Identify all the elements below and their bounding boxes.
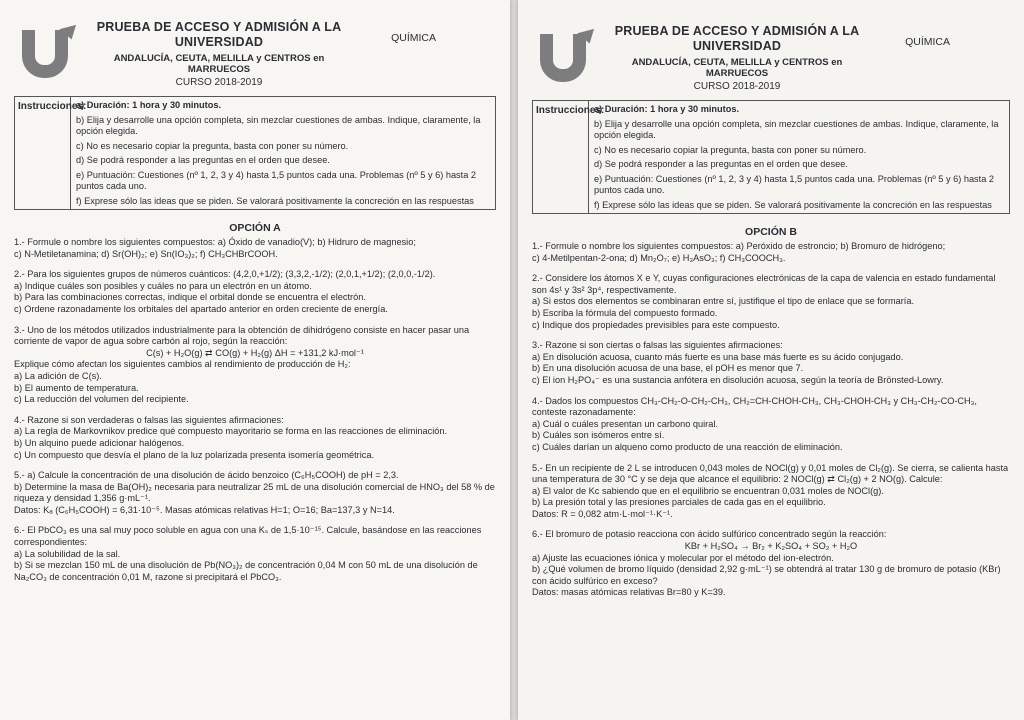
question-a4: 4.- Razone si son verdaderas o falsas las siguientes afirmaciones: a) La regla de Markovnikov predice qué compuesto mayoritario se forma en las reacciones de eliminación. b) Un alquino puede adicionar halógenos. c) Un compuesto que desvía el plano de la luz polarizada presenta isomería geométrica.	[14, 414, 448, 460]
question-a3: 3.- Uno de los métodos utilizados industrialmente para la obtención de dihidrógeno consiste en hacer pasar una corriente de vapor de agua sobre carbón al rojo, según la reacción: C(s) + H₂O(g) ⇄ CO(g) + H₂(g) ΔH = +131,2 kJ·mol⁻¹ Explique cómo afectan los siguientes cambios al rendimiento de producción de H₂: a) La adición de C(s). b) El aumento de temperatura. c) La reducción del volumen del recipiente.	[14, 324, 470, 405]
course: CURSO 2018-2019	[175, 77, 263, 88]
instructions-label: Instrucciones:	[533, 101, 589, 213]
title-line-2: UNIVERSIDAD	[692, 39, 782, 53]
instruction-b: b) Elija y desarrolle una opción completa, sin mezclar cuestiones de ambas. Indique, claramente, la opción elegida.	[594, 118, 999, 140]
question-b3: 3.- Razone si son ciertas o falsas las siguientes afirmaciones: a) En disolución acuosa, cuanto más fuerte es una base más fuerte es su ácido conjugado. b) En una disolución acuosa de una base, el pOH es menor que 7. c) El ion H₂PO₄⁻ es una sustancia anfótera en disolución acuosa, según la teoría de Brönsted-Lowry.	[532, 340, 944, 385]
exam-title	[89, 20, 349, 88]
instructions-label: Instrucciones:	[15, 97, 71, 209]
instruction-a: a) Duración: 1 hora y 30 minutos.	[76, 100, 221, 110]
instructions-box	[14, 96, 496, 210]
region: ANDALUCÍA, CEUTA, MELILLA y CENTROS en MARRUECOS	[113, 53, 325, 75]
instruction-d: d) Se podrá responder a las preguntas en el orden que desee.	[594, 159, 848, 169]
question-b2: 2.- Considere los átomos X e Y, cuyas configuraciones electrónicas de la capa de valencia en estado fundamental son 4s¹ y 3s² 3p⁴, respectivamente. a) Si estos dos elementos se combinaran entre sí, justifique el tipo de enlace que se formaría. b) Escriba la fórmula del compuesto formado. c) Indique dos propiedades previsibles para este compuesto.	[532, 273, 996, 330]
university-logo-icon	[540, 26, 598, 82]
instruction-d: d) Se podrá responder a las preguntas en el orden que desee.	[76, 155, 330, 165]
question-b5: 5.- En un recipiente de 2 L se introducen 0,043 moles de NOCl(g) y 0,01 moles de Cl₂(g). Se cierra, se calienta hasta una temperatura de 30 °C y se deja que alcance el equilibrio: 2 NOCl(g) ⇄ Cl₂(g) + 2 NO(g). Calcule: a) El valor de Kc sabiendo que en el equilibrio se encuentran 0,031 moles de NOCl(g). b) La presión total y las presiones parciales de cada gas en el equilibrio. Datos: R = 0,082 atm·L·mol⁻¹·K⁻¹.	[532, 462, 1009, 519]
option-a-title: OPCIÓN A	[229, 222, 281, 234]
question-a2: 2.- Para los siguientes grupos de números cuánticos: (4,2,0,+1/2); (3,3,2,-1/2); (2,0,1,+1/2); (2,0,0,-1/2). a) Indique cuáles son posibles y cuáles no para un electrón en un átomo. b) Para las combinaciones correctas, indique el orbital donde se encuentra el electrón. c) Ordene razonadamente los orbitales del apartado anterior en orden creciente de energía.	[14, 269, 436, 314]
question-b1: 1.- Formule o nombre los siguientes compuestos: a) Peróxido de estroncio; b) Bromuro de hidrógeno; c) 4-Metilpentan-2-ona; d) Mn₂O₇; e) H₃AsO₃; f) CH₃COOCH₃.	[532, 241, 946, 263]
course: CURSO 2018-2019	[693, 81, 781, 92]
question-a1: 1.- Formule o nombre los siguientes compuestos: a) Óxido de vanadio(V); b) Hidruro de magnesio; c) N-Metiletanamina; d) Sr(OH)₂; e) Sn(IO₃)₂; f) CH₃CHBrCOOH.	[14, 237, 416, 259]
question-b4: 4.- Dados los compuestos CH₃-CH₂-O-CH₂-CH₃, CH₂=CH-CHOH-CH₃, CH₃-CHOH-CH₃ y CH₃-CH₂-CO-CH₃, conteste razonadamente: a) Cuál o cuáles presentan un carbono quiral. b) Cuáles son isómeros entre sí. c) Cuáles darían un alqueno como producto de una reacción de eliminación.	[532, 395, 977, 452]
instruction-f: f) Exprese sólo las ideas que se piden. Se valorará positivamente la concreción en las respuestas	[76, 195, 474, 206]
page-gap	[510, 0, 518, 720]
title-line-2: UNIVERSIDAD	[174, 35, 264, 49]
instruction-c: c) No es necesario copiar la pregunta, basta con poner su número.	[76, 140, 349, 151]
region: ANDALUCÍA, CEUTA, MELILLA y CENTROS en MARRUECOS	[631, 57, 843, 79]
university-logo-icon	[22, 22, 80, 78]
subject: QUÍMICA	[905, 36, 950, 48]
exam-sheet-b	[518, 0, 1024, 720]
exam-title	[607, 24, 867, 92]
instruction-e: e) Puntuación: Cuestiones (nº 1, 2, 3 y 4) hasta 1,5 puntos cada una. Problemas (nº 5 y 6) hasta 2 puntos cada uno.	[594, 173, 994, 195]
exam-sheet-a	[0, 0, 510, 720]
subject: QUÍMICA	[391, 32, 436, 44]
question-a5: 5.- a) Calcule la concentración de una disolución de ácido benzoico (C₆H₅COOH) de pH = 2,3. b) Determine la masa de Ba(OH)₂ necesaria para neutralizar 25 mL de una disolución comercial de HNO₃ del 58 % de riqueza y densidad 1,356 g·mL⁻¹. Datos: Kₐ (C₆H₅COOH) = 6,31·10⁻⁵. Masas atómicas relativas H=1; O=16; Ba=137,3 y N=14.	[14, 470, 495, 515]
title-line-1: PRUEBA DE ACCESO Y ADMISIÓN A LA	[614, 24, 860, 38]
title-line-1: PRUEBA DE ACCESO Y ADMISIÓN A LA	[96, 20, 342, 34]
instruction-c: c) No es necesario copiar la pregunta, basta con poner su número.	[594, 144, 867, 155]
instructions-box	[532, 100, 1010, 214]
question-b6: 6.- El bromuro de potasio reacciona con ácido sulfúrico concentrado según la reacción: KBr + H₂SO₄ → Br₂ + K₂SO₄ + SO₂ + H₂O a) Ajuste las ecuaciones iónica y molecular por el método del ion-electrón. b) ¿Qué volumen de bromo líquido (densidad 2,92 g·mL⁻¹) se obtendrá al tratar 130 g de bromuro de potasio (KBr) con ácido sulfúrico en exceso? Datos: masas atómicas relativas Br=80 y K=39.	[532, 529, 1001, 598]
exam-header	[14, 18, 496, 88]
instruction-b: b) Elija y desarrolle una opción completa, sin mezclar cuestiones de ambas. Indique, claramente, la opción elegida.	[76, 114, 481, 136]
instruction-e: e) Puntuación: Cuestiones (nº 1, 2, 3 y 4) hasta 1,5 puntos cada una. Problemas (nº 5 y 6) hasta 2 puntos cada uno.	[76, 169, 476, 191]
instruction-f: f) Exprese sólo las ideas que se piden. Se valorará positivamente la concreción en las respuestas	[594, 199, 992, 210]
instruction-a: a) Duración: 1 hora y 30 minutos.	[594, 104, 739, 114]
exam-header	[532, 22, 1010, 92]
question-a6: 6.- El PbCO₃ es una sal muy poco soluble en agua con una Kₛ de 1,5·10⁻¹⁵. Calcule, basándose en las reacciones correspondientes: a) La solubilidad de la sal. b) Si se mezclan 150 mL de una disolución de Pb(NO₃)₂ de concentración 0,04 M con 50 mL de una disolución de Na₂CO₃ de concentración 0,01 M, razone si precipitará el PbCO₃.	[14, 525, 482, 582]
option-b-title: OPCIÓN B	[745, 226, 797, 238]
